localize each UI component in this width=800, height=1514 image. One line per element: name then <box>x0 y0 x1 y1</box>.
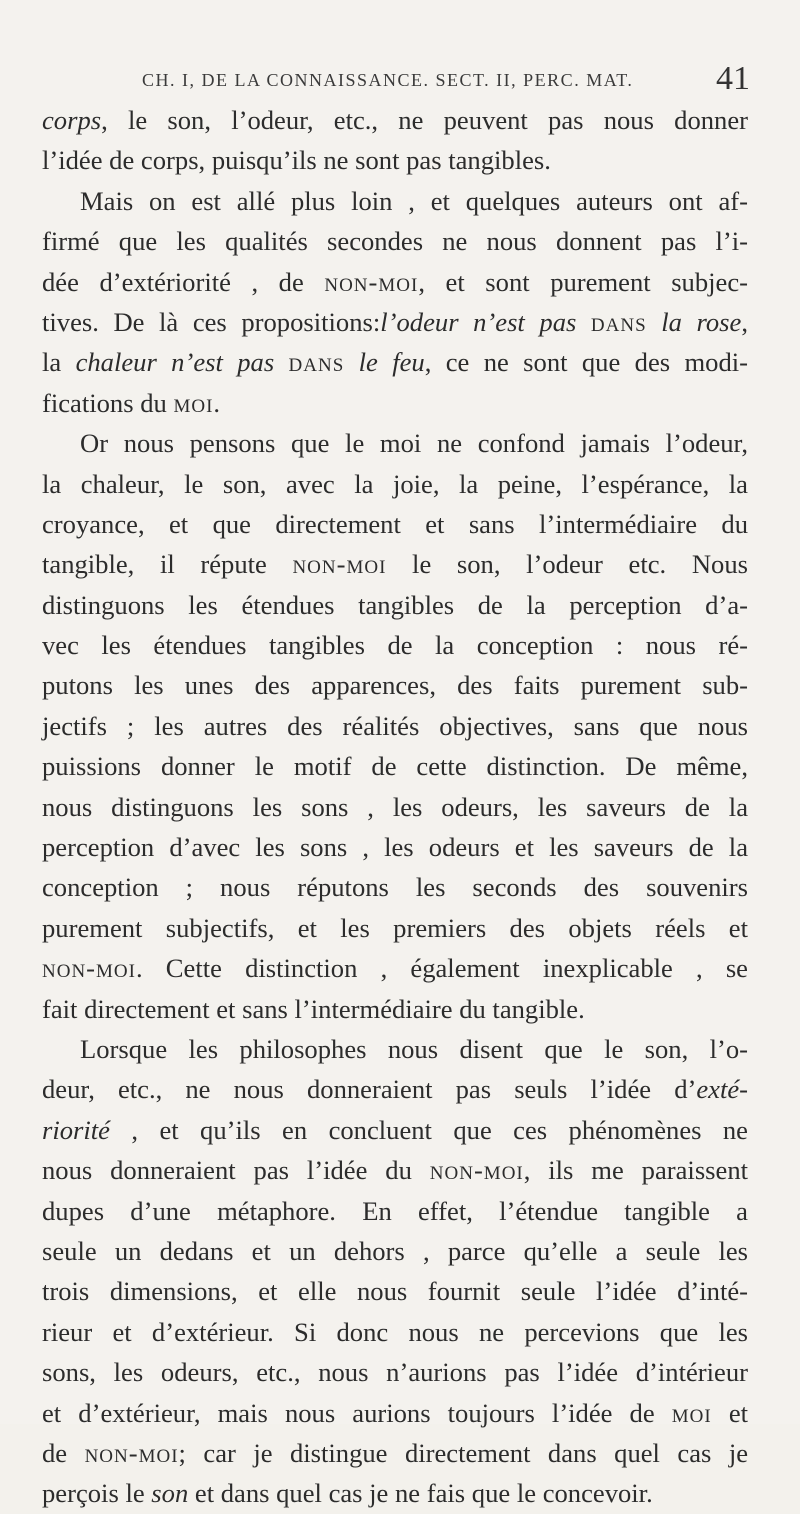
text-segment: corps <box>42 105 102 135</box>
text-line <box>42 1191 748 1231</box>
text-line <box>42 262 748 302</box>
text-line <box>42 302 748 342</box>
text-line <box>42 989 748 1029</box>
text-segment: l’idée de corps, puisqu’ils ne sont pas tangibles. <box>42 145 551 176</box>
text-segment: , ils me paraissent <box>523 1155 749 1186</box>
text-line <box>42 867 748 907</box>
text-line <box>42 383 748 423</box>
text-line <box>42 464 748 504</box>
text-segment <box>647 307 662 337</box>
text-line <box>42 1352 748 1392</box>
text-line <box>42 1150 748 1190</box>
text-segment: tives. De là ces propositions: <box>42 306 381 337</box>
text-segment: la <box>42 347 76 378</box>
text-line <box>42 100 748 140</box>
text-segment: deur, etc., ne nous donneraient pas seuls l’idée d’ <box>42 1074 697 1105</box>
text-segment: dupes d’une métaphore. En effet, l’étendue tangible a <box>42 1195 748 1226</box>
text-segment: non-moi <box>429 1155 524 1186</box>
text-line <box>42 1433 748 1473</box>
text-line <box>42 1029 748 1069</box>
text-segment: et dans quel cas je ne fais que le concevoir. <box>188 1478 653 1509</box>
text-line <box>42 544 748 584</box>
text-segment: moi <box>671 1397 712 1428</box>
text-line <box>42 1312 748 1352</box>
text-segment: non-moi <box>84 1437 179 1468</box>
text-segment: fications du <box>42 387 174 418</box>
text-segment: putons les unes des apparences, des faits purement sub- <box>42 670 748 701</box>
text-segment: perçois le <box>42 1478 152 1509</box>
text-segment: , et qu’ils en concluent que ces phénomènes ne <box>109 1114 748 1145</box>
text-line <box>42 342 748 382</box>
text-line <box>42 585 748 625</box>
text-segment: purement subjectifs, et les premiers des objets réels et <box>42 912 748 943</box>
text-segment: fait directement et sans l’intermédiaire du tangible. <box>42 993 585 1024</box>
text-segment: seule un dedans et un dehors , parce qu’elle a seule les <box>42 1235 748 1266</box>
text-segment: et <box>711 1397 749 1428</box>
text-segment: rieur et d’extérieur. Si donc nous ne percevions que les <box>42 1316 748 1347</box>
text-segment: dée d’extériorité , de <box>42 266 325 297</box>
text-line <box>42 827 748 867</box>
text-line <box>42 140 748 180</box>
text-segment: Mais on est allé plus loin , et quelques auteurs ont af- <box>80 185 748 216</box>
text-segment: dans <box>288 347 345 378</box>
running-title: CH. I, DE LA CONNAISSANCE. SECT. II, PERC. MAT. <box>142 70 634 90</box>
text-segment: perception d’avec les sons , les odeurs et les saveurs de la <box>42 832 748 863</box>
text-segment: croyance, et que directement et sans l’intermédiaire du <box>42 508 748 539</box>
text-segment: puissions donner le motif de cette distinction. De même, <box>42 751 748 782</box>
text-segment: conception ; nous réputons les seconds des souvenirs <box>42 872 748 903</box>
text-segment: . Cette distinction , également inexplicable , se <box>135 953 748 984</box>
text-line <box>42 787 748 827</box>
text-line <box>42 908 748 948</box>
text-segment: nous distinguons les sons , les odeurs, les saveurs de la <box>42 791 748 822</box>
text-segment: moi <box>173 387 214 418</box>
text-line <box>42 625 748 665</box>
text-segment: nous donneraient pas l’idée du <box>42 1155 430 1186</box>
text-segment: ; car je distingue directement dans quel cas je <box>178 1437 749 1468</box>
text-segment: sons, les odeurs, etc., nous n’aurions pas l’idée d’intérieur <box>42 1357 748 1388</box>
text-segment: le feu <box>358 347 425 378</box>
text-segment: vec les étendues tangibles de la conception : nous ré- <box>42 630 748 661</box>
page-number: 41 <box>716 60 750 97</box>
text-line <box>42 504 748 544</box>
text-segment: Or nous pensons que le moi ne confond jamais l’odeur, <box>80 428 748 459</box>
text-segment: , et sont purement subjec- <box>418 266 748 297</box>
text-line <box>42 1069 748 1109</box>
text-segment: distinguons les étendues tangibles de la perception d’a- <box>42 589 748 620</box>
text-segment: exté- <box>696 1074 748 1105</box>
text-segment: non-moi <box>324 266 419 297</box>
text-line <box>42 423 748 463</box>
text-segment: , <box>741 306 748 337</box>
text-segment: firmé que les qualités secondes ne nous donnent pas l’i- <box>42 226 748 257</box>
text-segment: non-moi <box>292 549 387 580</box>
text-segment: jectifs ; les autres des réalités objectives, sans que nous <box>42 710 748 741</box>
text-line <box>42 948 748 988</box>
text-line <box>42 181 748 221</box>
text-segment: tangible, il répute <box>42 549 293 580</box>
text-segment: l’odeur n’est pas <box>380 306 591 337</box>
text-line <box>42 665 748 705</box>
text-segment: la chaleur, le son, avec la joie, la peine, l’espérance, la <box>42 468 748 499</box>
text-segment: le son, l’odeur etc. Nous <box>386 549 748 580</box>
text-segment: non-moi <box>42 953 136 984</box>
text-segment: et d’extérieur, mais nous aurions toujours l’idée de <box>42 1397 672 1428</box>
text-line <box>42 1110 748 1150</box>
text-line <box>42 1393 748 1433</box>
text-line <box>42 221 748 261</box>
text-segment: son <box>151 1478 189 1509</box>
text-line <box>42 746 748 786</box>
body-text <box>42 100 748 1514</box>
text-segment: Lorsque les philosophes nous disent que le son, l’o- <box>80 1033 748 1064</box>
text-segment: de <box>42 1437 85 1468</box>
text-segment: . <box>213 387 221 418</box>
text-segment: , ce ne sont que des modi- <box>424 347 748 378</box>
text-line <box>42 1231 748 1271</box>
text-segment <box>344 347 358 377</box>
text-line <box>42 706 748 746</box>
text-line <box>42 1271 748 1311</box>
text-line <box>42 1473 748 1513</box>
text-segment: la rose <box>661 306 742 337</box>
text-segment: trois dimensions, et elle nous fournit seule l’idée d’inté- <box>42 1276 748 1307</box>
text-segment: , le son, l’odeur, etc., ne peuvent pas nous donner <box>101 105 748 135</box>
text-segment: dans <box>590 306 647 337</box>
text-segment: chaleur n’est pas <box>75 347 289 378</box>
text-segment: riorité <box>42 1114 110 1145</box>
